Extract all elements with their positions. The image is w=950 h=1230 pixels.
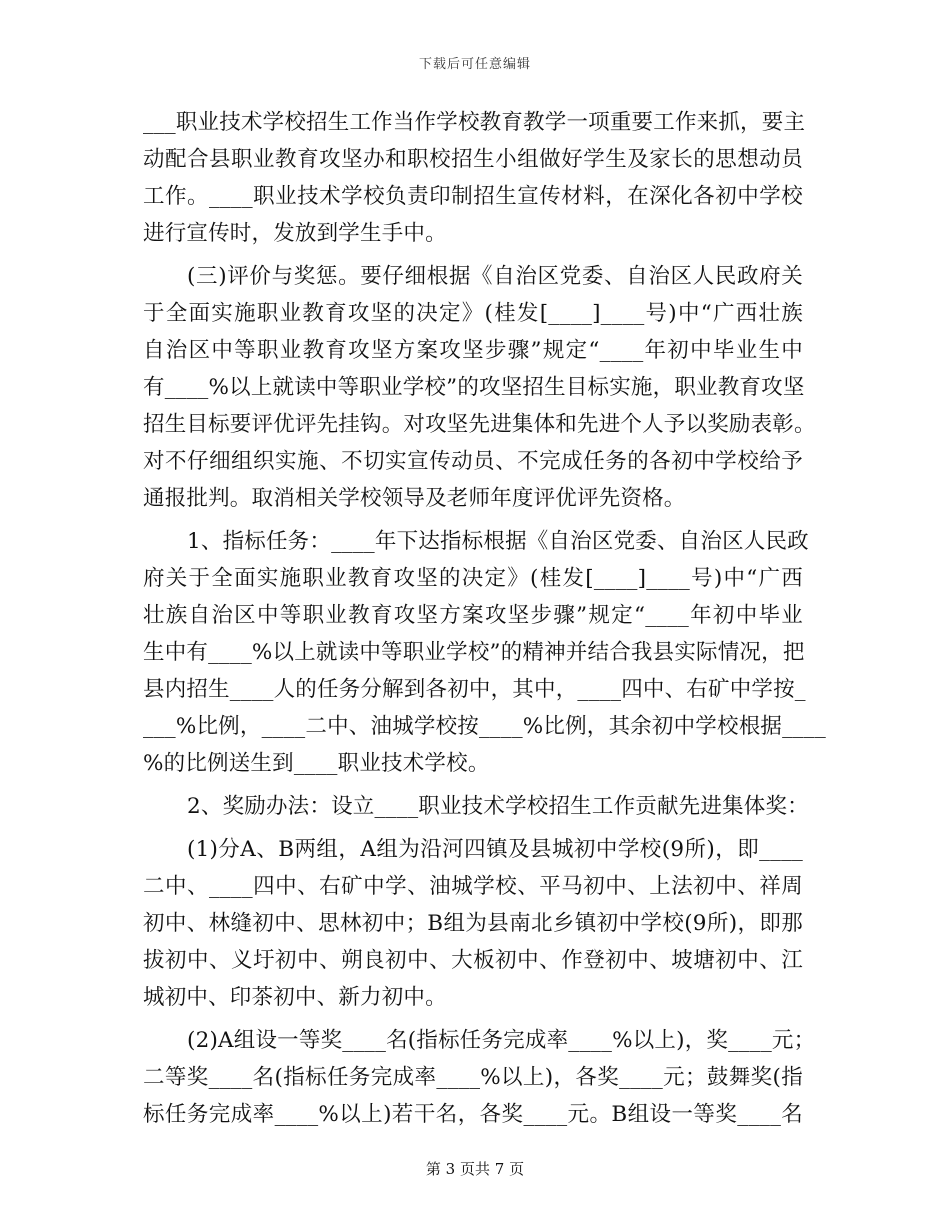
text-line: 对不仔细组织实施、不切实宣传动员、不完成任务的各初中学校给予 [143, 449, 803, 474]
text-line: 工作。____职业技术学校负责印制招生宣传材料，在深化各初中学校 [143, 184, 803, 209]
text-line: 进行宣传时，发放到学生手中。 [143, 221, 447, 246]
text-line: 招生目标要评优评先挂钩。对攻坚先进集体和先进个人予以奖励表彰。 [143, 412, 816, 437]
text-line: 生中有____%以上就读中等职业学校”的精神并结合我县实际情况，把 [143, 640, 805, 665]
paragraph-targets [143, 523, 826, 782]
text-line: ___职业技术学校招生工作当作学校教育教学一项重要工作来抓，要主 [143, 110, 806, 135]
text-line: 初中、林缝初中、思林初中；B组为县南北乡镇初中学校(9所)，即那 [143, 911, 803, 936]
paragraph-evaluation [143, 258, 816, 517]
text-line: 于全面实施职业教育攻坚的决定》(桂发[____]____号)中“广西壮族 [143, 301, 803, 326]
text-line: 二中、____四中、右矿中学、油城学校、平马初中、上法初中、祥周 [143, 874, 803, 899]
text-line: 1、指标任务：____年下达指标根据《自治区党委、自治区人民政 [187, 529, 809, 554]
text-line: 二等奖____名(指标任务完成率____%以上)，各奖____元；鼓舞奖(指 [143, 1065, 803, 1090]
text-line: 2、奖励办法：设立____职业技术学校招生工作贡献先进集体奖： [187, 794, 809, 819]
paragraph-prizes [143, 1022, 816, 1133]
text-line: 壮族自治区中等职业教育攻坚方案攻坚步骤”规定“____年初中毕业 [143, 603, 803, 628]
text-line: (三)评价与奖惩。要仔细根据《自治区党委、自治区人民政府关 [187, 264, 803, 289]
page-header-note: 下载后可任意编辑 [418, 57, 531, 72]
text-line: 城初中、印茶初中、新力初中。 [143, 985, 447, 1010]
text-line: 府关于全面实施职业教育攻坚的决定》(桂发[____]____号)中“广西 [143, 566, 803, 591]
paragraph-1 [143, 104, 806, 252]
text-line: 有____%以上就读中等职业学校”的攻坚招生目标实施，职业教育攻坚 [143, 375, 805, 400]
text-line: 标任务完成率____%以上)若干名，各奖____元。B组设一等奖____名 [143, 1102, 803, 1127]
text-line: ___%比例，____二中、油城学校按____%比例，其余初中学校根据____ [143, 714, 826, 739]
text-line: 通报批判。取消相关学校领导及老师年度评优评先资格。 [143, 486, 686, 511]
text-line: (2)A组设一等奖____名(指标任务完成率____%以上)，奖____元； [187, 1028, 816, 1053]
text-line: 自治区中等职业教育攻坚方案攻坚步骤”规定“____年初中毕业生中 [143, 338, 803, 363]
text-line: %的比例送生到____职业技术学校。 [143, 751, 490, 776]
text-line: 县内招生____人的任务分解到各初中，其中，____四中、右矿中学按_ [143, 677, 806, 702]
text-line: (1)分A、B两组，A组为沿河四镇及县城初中学校(9所)，即____ [187, 837, 803, 862]
text-line: 拔初中、义圩初中、朔良初中、大板初中、作登初中、坡塘初中、江 [143, 948, 803, 973]
text-line: 动配合县职业教育攻坚办和职校招生小组做好学生及家长的思想动员 [143, 147, 803, 172]
paragraph-groups [143, 831, 803, 1016]
paragraph-reward-method [143, 788, 809, 825]
page-number: 第 3 页共 7 页 [425, 1160, 525, 1178]
document-body [143, 104, 826, 1133]
